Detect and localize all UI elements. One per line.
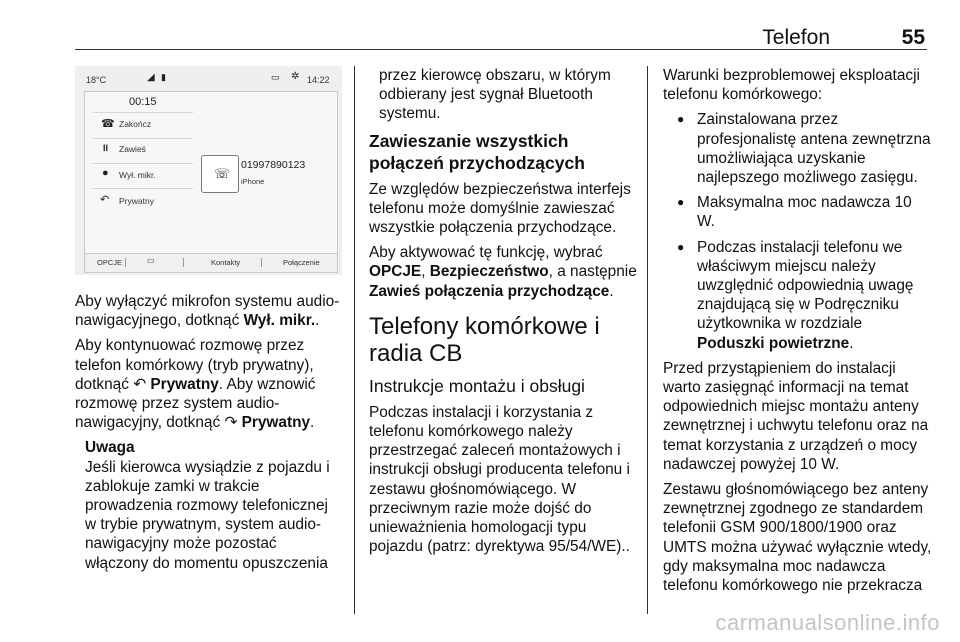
right-column [663, 66, 933, 601]
private-call-icon: ↶ [133, 375, 151, 393]
screen-footer [85, 253, 337, 272]
note-title: Uwaga [85, 439, 135, 457]
paragraph-private-mode: Aby kontynuować rozmowę przez telefon komórkowy (tryb prywatny), dotknąć ↶ Prywatny. Aby wznowić rozmowę przez system audio-nawigacyjny, dotknąć ↷ Prywatny. [75, 337, 316, 432]
watermark: carmanualsonline.info [715, 610, 940, 635]
private-call-icon: ↶ [100, 194, 110, 206]
call-panel: 00:15 ☎ Zakończ II Zawieś ● Wył. mikr. ↶ Prywatny ☏ 01997890123 iPhone OPCJE ▭ Kontakty Połączenie [84, 91, 338, 273]
hang-up-icon: ☎ [101, 118, 115, 130]
settings-icon: ✲ [291, 71, 300, 82]
contacts-button[interactable]: Kontakty [211, 258, 241, 267]
phone-icon: ☏ [214, 166, 231, 181]
left-column [75, 292, 343, 573]
list-item: ● Zainstalowana przez profesjonalistę antena zewnętrzna umożliwiająca uzyskanie najlepszego możliwego zasięgu. [663, 110, 933, 187]
header-rule [75, 49, 927, 50]
heading-cb-radio: Telefony komórkowe i radia CB [369, 312, 600, 367]
call-duration: 00:15 [129, 96, 157, 108]
conditions-list [663, 110, 933, 352]
page-title: Telefon [762, 26, 830, 49]
page-header [75, 26, 925, 50]
paragraph-mic-off: Aby wyłączyć mikrofon systemu audio-nawigacyjnego, dotknąć Wył. mikr.. [75, 293, 340, 330]
note-text: Jeśli kierowca wysiądzie z pojazdu i zablokuje zamki w trakcie prowadzenia rozmowy telefonicznej w trybie prywatnym, system audio-nawigacyjny może pozostać włączony do momentu opuszczenia [85, 458, 330, 572]
column-divider-2 [647, 66, 648, 614]
battery-icon: ▮ [161, 72, 166, 82]
list-item: ● Podczas instalacji telefonu we właściwym miejscu należy uwzględnić odpowiednią uwagę znajdującą się w Podręczniku użytkownika w rozdziale Poduszki powietrzne. [663, 238, 933, 353]
signal-icon: ◢ [147, 72, 155, 83]
paragraph-hold-calls: Ze względów bezpieczeństwa interfejs telefonu może domyślnie zawieszać wszystkie połączenia przychodzące. [369, 180, 631, 237]
caller-number: 01997890123 [241, 159, 306, 171]
heading-hold-calls: Zawieszanie wszystkich połączeń przychodzących [369, 130, 585, 173]
calls-button[interactable]: Połączenie [283, 258, 320, 267]
options-button[interactable]: OPCJE [97, 258, 123, 267]
paragraph-handsfree: Zestawu głośnomówiącego bez anteny zewnętrznej zgodnego ze standardem telefonii GSM 900/1800/1900 oraz UMTS można używać wyłącznie wtedy, gdy maksymalna moc nadawcza telefonu komórkowego nie przekracza [663, 481, 932, 595]
clock: 14:22 [307, 75, 330, 85]
caller-device: iPhone [241, 177, 265, 186]
page-number: 55 [901, 26, 925, 49]
pause-icon: II [103, 143, 109, 153]
note-continuation: przez kierowcę obszaru, w którym odbierany jest sygnał Bluetooth systemu. [379, 67, 611, 123]
temperature: 18°C [86, 75, 107, 85]
keypad-icon[interactable]: ▭ [147, 256, 155, 265]
heading-installation: Instrukcje montażu i obsługi [369, 375, 585, 396]
caller-avatar [201, 155, 239, 193]
infotainment-screenshot [75, 66, 342, 275]
mic-off-icon: ● [102, 167, 109, 179]
middle-column [369, 66, 637, 562]
paragraph-activate: Aby aktywować tę funkcję, wybrać OPCJE, Bezpieczeństwo, a następnie Zawieś połączenia przychodzące. [369, 244, 637, 300]
list-item: ● Maksymalna moc nadawcza 10 W. [663, 193, 933, 231]
phonebook-icon: ▭ [271, 72, 280, 82]
paragraph-conditions: Warunki bezproblemowej eksploatacji telefonu komórkowego: [663, 67, 920, 104]
column-divider-1 [354, 66, 355, 614]
private-call-icon: ↷ [224, 414, 242, 432]
paragraph-installation: Podczas instalacji i korzystania z telefonu komórkowego należy przestrzegać zaleceń montażowych i instrukcji obsługi producenta telefonu i zestawu głośnomówiącego. W przeciwnym razie może dojść do unieważnienia homologacji typu pojazdu (patrz: dyrektywa 95/54/WE).. [369, 403, 630, 556]
paragraph-before-install: Przed przystąpieniem do instalacji warto zasięgnąć informacji na temat odpowiednich miejsc montażu anteny zewnętrznej i uchwytu telefonu oraz na temat korzystania z urządzeń o mocy nadawczej powyżej 10 W. [663, 359, 929, 473]
note-block [85, 438, 343, 572]
